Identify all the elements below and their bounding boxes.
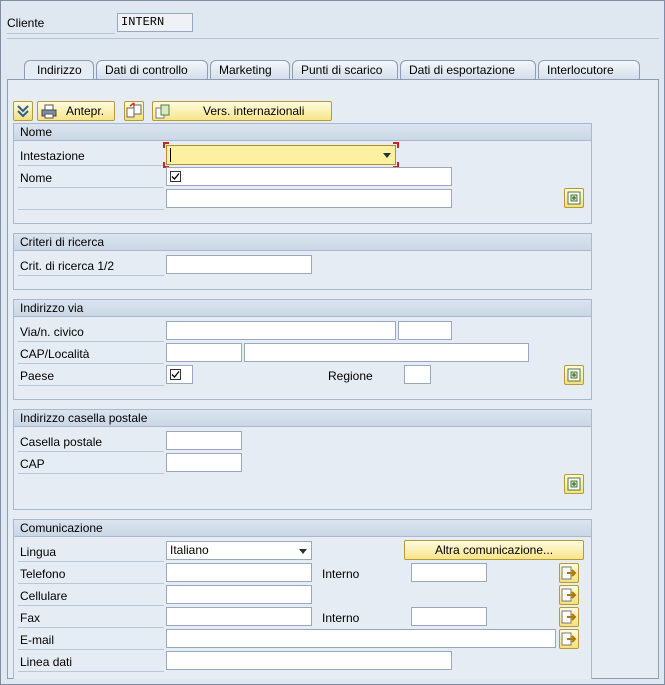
chevron-down-icon[interactable] [299,549,307,554]
cellulare-label: Cellulare [20,589,68,603]
criteri-field[interactable] [166,255,312,274]
interno-label: Interno [322,567,360,581]
via-more-button[interactable] [564,365,584,385]
text-cursor [170,148,171,162]
altra-comunicazione-button[interactable]: Altra comunicazione... [404,540,584,560]
telefono-field[interactable] [166,563,312,582]
lingua-label: Lingua [20,545,57,559]
via-field[interactable] [166,321,396,340]
cliente-label: Cliente [7,16,45,30]
cliente-underline [7,33,115,34]
casella-label: Casella postale [20,435,103,449]
regione-label: Regione [328,369,373,383]
arrow-right-icon [560,630,578,648]
cellulare-field[interactable] [166,585,312,604]
paese-underline [18,385,164,386]
telefono-label: Telefono [20,567,66,581]
cap-localita-label: CAP/Località [20,347,90,361]
tab-marketing[interactable]: Marketing [210,60,290,80]
civico-field[interactable] [398,321,452,340]
documents-arrow-icon [125,102,143,120]
fax-underline [18,627,164,628]
casella-field[interactable] [166,431,242,450]
lingua-select[interactable]: Italiano [166,541,312,560]
chevron-down-icon[interactable] [383,153,391,158]
casella-cap-underline [18,473,164,474]
nome-more-button[interactable] [564,188,584,208]
casella-underline [18,451,164,452]
criteri-underline [18,275,164,276]
intl-versions-button[interactable] [152,101,332,121]
email-underline [18,649,164,650]
arrow-right-icon [560,608,578,626]
email-field[interactable] [166,629,556,648]
group-nome-title: Nome [14,124,591,141]
required-check-icon [170,171,181,182]
nome-underline [18,187,164,188]
nome-field[interactable] [166,167,452,186]
expand-fields-icon [565,366,583,384]
telefono-underline [18,583,164,584]
preview-button[interactable] [37,101,115,121]
tab-punti-di-scarico[interactable]: Punti di scarico [292,60,398,80]
criteri-label: Crit. di ricerca 1/2 [20,259,115,273]
preview-label: Antepr. [66,104,105,118]
localita-field[interactable] [244,343,529,362]
expand-button[interactable] [13,101,33,121]
required-check-icon [170,369,181,380]
nome2-field[interactable] [166,189,452,208]
interno2-label: Interno [322,611,360,625]
tab-indirizzo[interactable]: Indirizzo [24,60,94,81]
cap-field[interactable] [166,343,242,362]
arrow-right-icon [560,564,578,582]
fax-field[interactable] [166,607,312,626]
cellulare-underline [18,605,164,606]
focus-corner-tr [393,142,399,148]
group-criteri-title: Criteri di ricerca [14,234,591,251]
fax-more-button[interactable] [559,607,579,627]
intestazione-label: Intestazione [20,149,85,163]
regione-field[interactable] [404,365,431,384]
double-chevron-down-icon [14,102,32,120]
paese-label: Paese [20,369,55,383]
linea-dati-label: Linea dati [20,655,73,669]
intestazione-select[interactable] [166,145,396,165]
expand-fields-icon [565,475,583,493]
group-casella-title: Indirizzo casella postale [14,410,591,427]
linea-dati-underline [18,671,164,672]
group-comunicazione-title: Comunicazione [14,520,591,537]
email-label: E-mail [20,633,55,647]
intl-versions-label: Vers. internazionali [203,104,305,118]
tab-interlocutore[interactable]: Interlocutore [538,60,640,80]
cap-localita-underline [18,363,164,364]
transfer-button[interactable] [124,101,144,121]
casella-cap-field[interactable] [166,453,242,472]
arrow-right-icon [560,586,578,604]
nome-label: Nome [20,171,53,185]
group-via-title: Indirizzo via [14,300,591,317]
telefono-more-button[interactable] [559,563,579,583]
interno2-field[interactable] [411,607,487,626]
email-more-button[interactable] [559,629,579,649]
group-casella-postale [13,409,592,510]
tab-dati-di-esportazione[interactable]: Dati di esportazione [400,60,536,80]
printer-icon [41,104,57,119]
header-divider [7,38,659,39]
expand-fields-icon [565,189,583,207]
fax-label: Fax [20,611,41,625]
focus-corner-tl [163,142,169,148]
multi-document-icon [155,104,171,119]
intestazione-underline [18,165,164,166]
interno-field[interactable] [411,563,487,582]
linea-dati-field[interactable] [166,651,452,670]
nome2-underline [18,209,164,210]
cliente-field: INTERN [117,13,193,32]
casella-cap-label: CAP [20,457,45,471]
via-label: Via/n. civico [20,325,84,339]
via-underline [18,341,164,342]
tab-dati-di-controllo[interactable]: Dati di controllo [96,60,208,80]
lingua-underline [18,561,164,562]
casella-more-button[interactable] [564,474,584,494]
cellulare-more-button[interactable] [559,585,579,605]
